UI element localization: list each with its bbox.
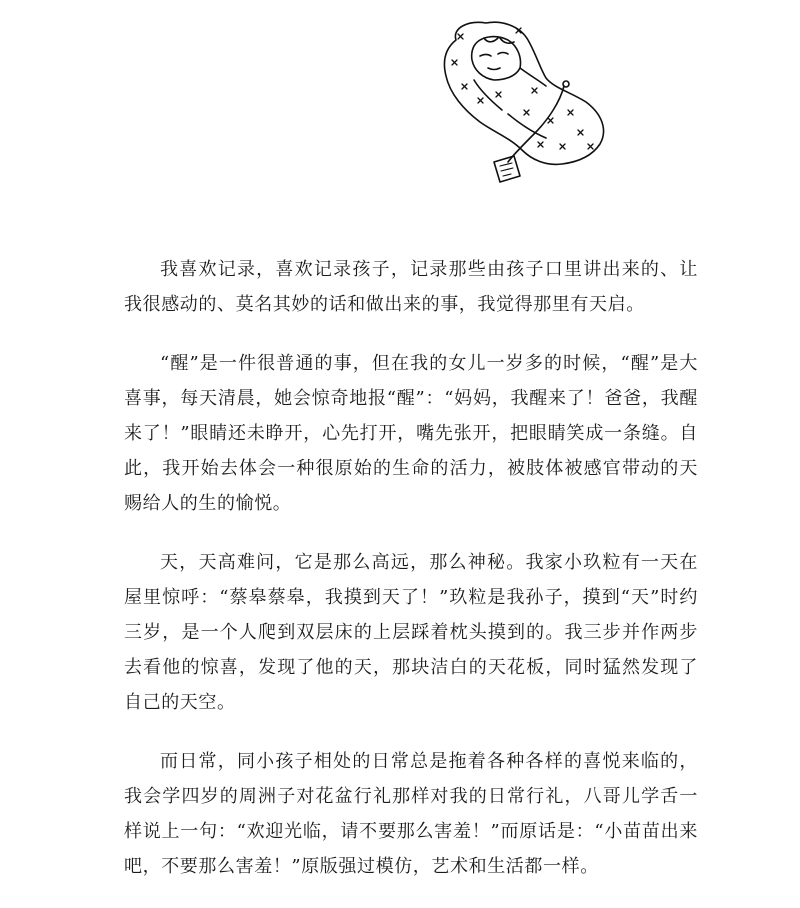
paragraph-1: 我喜欢记录，喜欢记录孩子，记录那些由孩子口里讲出来的、让我很感动的、莫名其妙的话和做出来的事，我觉得那里有天启。 xyxy=(124,259,698,315)
child-in-blanket-illustration xyxy=(428,14,618,190)
paragraph-3: 天，天高难问，它是那么高远，那么神秘。我家小玖粒有一天在屋里惊呼：“蔡皋蔡皋，我摸到天了！”玖粒是我孙子，摸到“天”时约三岁，是一个人爬到双层床的上层踩着枕头摸到的。我三步并作两步去看他的惊喜，发现了他的天，那块洁白的天花板，同时猛然发现了自己的天空。 xyxy=(124,552,698,713)
paragraph-2: “醒”是一件很普通的事，但在我的女儿一岁多的时候，“醒”是大喜事，每天清晨，她会惊奇地报“醒”：“妈妈，我醒来了！爸爸，我醒来了！”眼睛还未睁开，心先打开，嘴先张开，把眼睛笑成一条缝。自此，我开始去体会一种很原始的生命的活力，被肢体被感官带动的天赐给人的生的愉悦。 xyxy=(124,353,698,514)
article-body xyxy=(124,252,698,908)
paragraph-4: 而日常，同小孩子相处的日常总是拖着各种各样的喜悦来临的，我会学四岁的周洲子对花盆行礼那样对我的日常行礼，八哥儿学舌一样说上一句：“欢迎光临，请不要那么害羞！”而原话是：“小苗苗出来吧，不要那么害羞！”原版强过模仿，艺术和生活都一样。 xyxy=(124,751,698,877)
